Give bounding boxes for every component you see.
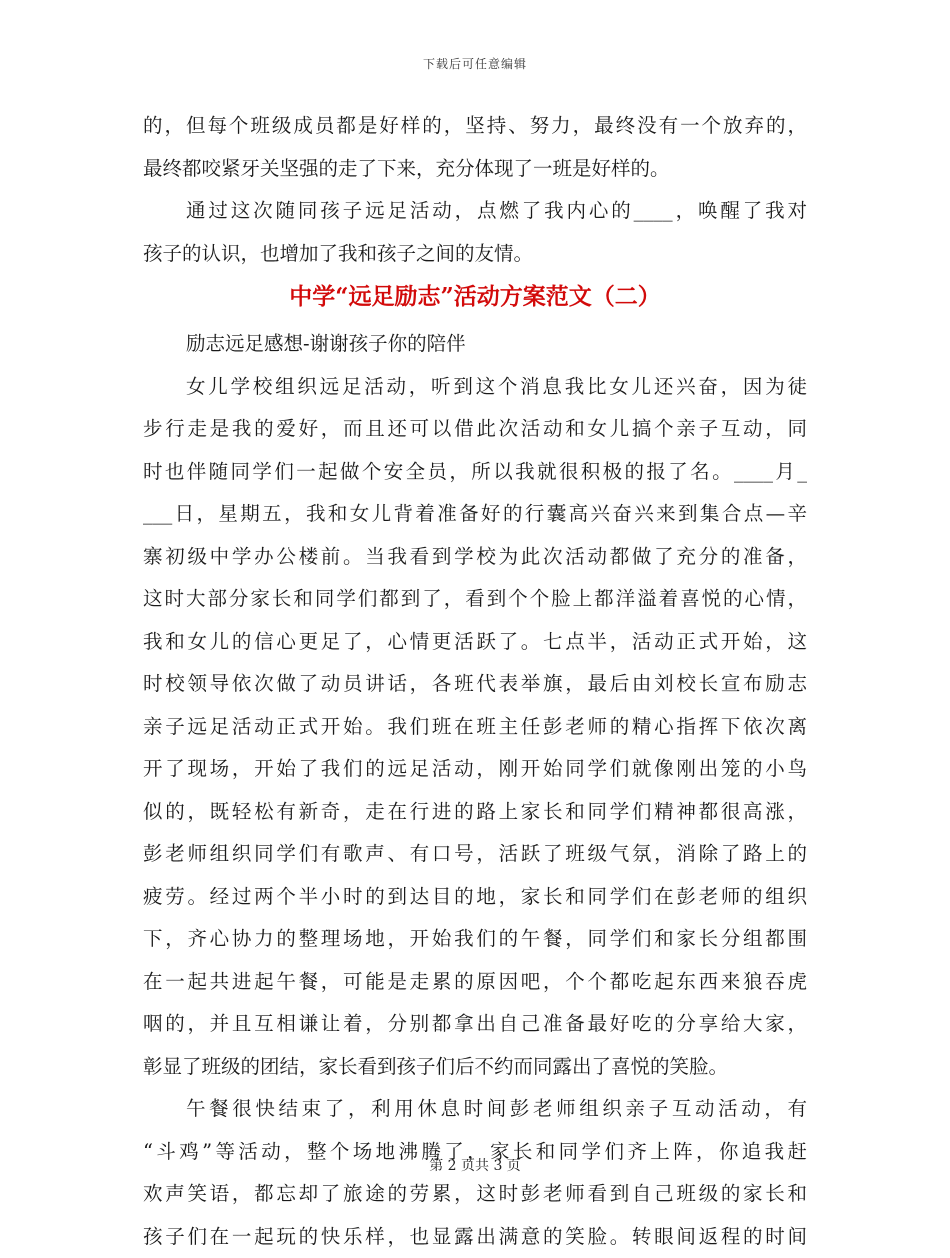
section-title: 中学“远足励志”活动方案范文（二） [143,275,807,323]
text-line: 下，齐心协力的整理场地，开始我们的午餐，同学们和家长分组都围 [143,918,807,961]
text-line: 通过这次随同孩子远足活动，点燃了我内心的____，唤醒了我对 [143,190,807,233]
text-line: 这时大部分家长和同学们都到了，看到个个脸上都洋溢着喜悦的心情， [143,578,807,621]
text-line: 步行走是我的爱好，而且还可以借此次活动和女儿搞个亲子互动，同 [143,408,807,451]
text-line: “斗鸡”等活动，整个场地沸腾了，家长和同学们齐上阵，你追我赶 [143,1131,807,1174]
text-line: 亲子远足活动正式开始。我们班在班主任彭老师的精心指挥下依次离 [143,706,807,749]
text-line: 时也伴随同学们一起做个安全员，所以我就很积极的报了名。____月_ [143,451,807,494]
text-line: 咽的，并且互相谦让着，分别都拿出自己准备最好吃的分享给大家， [143,1003,807,1046]
text-line: 彭老师组织同学们有歌声、有口号，活跃了班级气氛，消除了路上的 [143,833,807,876]
text-line: 女儿学校组织远足活动，听到这个消息我比女儿还兴奋，因为徒 [143,366,807,409]
document-body [143,105,807,1258]
text-line: 开了现场，开始了我们的远足活动，刚开始同学们就像刚出笼的小鸟 [143,748,807,791]
text-line: 最终都咬紧牙关坚强的走了下来，充分体现了一班是好样的。 [143,148,807,191]
text-line: 时校领导依次做了动员讲话，各班代表举旗，最后由刘校长宣布励志 [143,663,807,706]
subtitle: 励志远足感想-谢谢孩子你的陪伴 [143,323,807,366]
text-line: 疲劳。经过两个半小时的到达目的地，家长和同学们在彭老师的组织 [143,876,807,919]
text-line: 午餐很快结束了，利用休息时间彭老师组织亲子互动活动，有 [143,1088,807,1131]
text-line: 孩子的认识，也增加了我和孩子之间的友情。 [143,233,807,276]
text-line: 似的，既轻松有新奇，走在行进的路上家长和同学们精神都很高涨， [143,791,807,834]
text-line: 彰显了班级的团结，家长看到孩子们后不约而同露出了喜悦的笑脸。 [143,1046,807,1089]
text-line: 孩子们在一起玩的快乐样，也显露出满意的笑脸。转眼间返程的时间 [143,1216,807,1258]
text-line: 欢声笑语，都忘却了旅途的劳累，这时彭老师看到自己班级的家长和 [143,1173,807,1216]
text-line: ___日，星期五，我和女儿背着准备好的行囊高兴奋兴来到集合点—辛 [143,493,807,536]
page-header: 下载后可任意编辑 [0,55,950,72]
text-line: 我和女儿的信心更足了，心情更活跃了。七点半，活动正式开始，这 [143,621,807,664]
text-line: 寨初级中学办公楼前。当我看到学校为此次活动都做了充分的准备， [143,536,807,579]
text-line: 在一起共进起午餐，可能是走累的原因吧，个个都吃起东西来狼吞虎 [143,961,807,1004]
text-line: 的，但每个班级成员都是好样的，坚持、努力，最终没有一个放弃的， [143,105,807,148]
page-number: 第 2 页共 3 页 [0,1155,950,1175]
